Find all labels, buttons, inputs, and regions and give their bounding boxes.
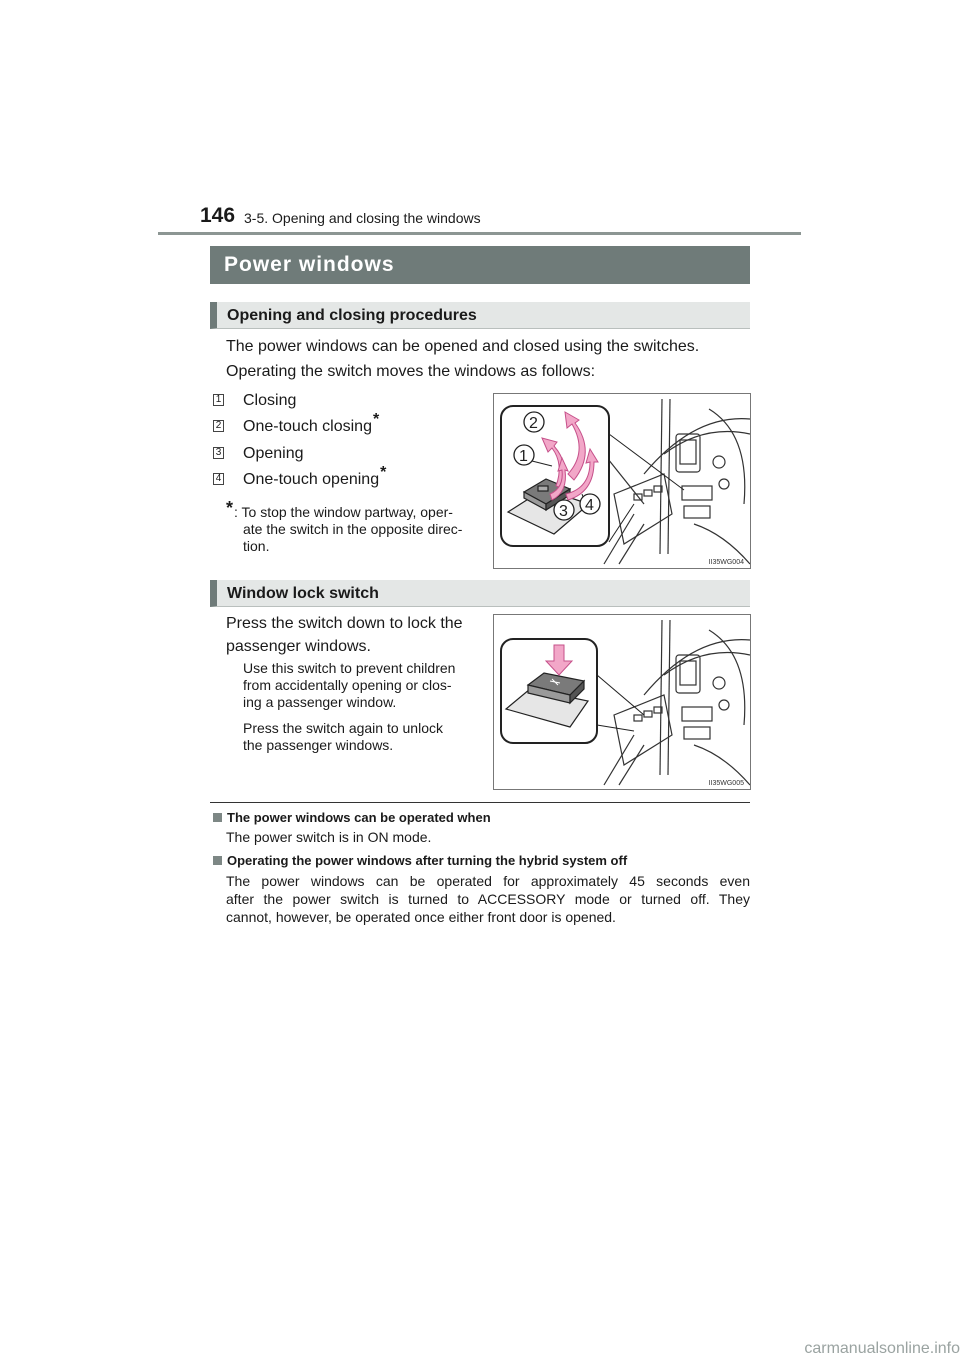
header-rule (158, 232, 801, 235)
window-switch-figure (493, 393, 751, 569)
list-number-badge: 1 (213, 394, 224, 406)
footnote-line-3: tion. (243, 538, 270, 554)
intro-text-2: Operating the switch moves the windows as follows: (226, 363, 596, 380)
callout-number: 2 (529, 415, 538, 432)
callout-number: 3 (559, 503, 568, 520)
list-item (243, 444, 304, 464)
intro-text-1: The power windows can be opened and closed using the switches. (226, 338, 700, 355)
section-heading-window-lock: Window lock switch (210, 580, 750, 607)
note-body-line: cannot, however, be operated once either front door is opened. (226, 909, 616, 925)
page-number: 146 (200, 204, 236, 227)
notes-divider (210, 802, 750, 803)
lock-sub2-line-2: the passenger windows. (243, 737, 394, 753)
list-number-badge: 2 (213, 420, 224, 432)
note-square-icon (213, 813, 222, 822)
lock-sub1-line-2: from accidentally opening or clos- (243, 677, 452, 693)
note-body-line: The power switch is in ON mode. (226, 829, 432, 845)
callout-number: 1 (519, 448, 528, 465)
list-item-label: One-touch opening (243, 471, 380, 488)
footnote-line-1: : To stop the window partway, oper- (234, 504, 453, 520)
list-item-label: Closing (243, 392, 297, 409)
list-item (243, 391, 296, 411)
watermark: carmanualsonline.info (804, 1340, 960, 1357)
note-body-line: The power windows can be operated for approximately 45 seconds even (226, 873, 750, 889)
window-switch-illustration (494, 394, 750, 568)
footnote-line-2: ate the switch in the opposite direc- (243, 521, 463, 537)
note-heading (213, 810, 491, 825)
note-heading-text: Operating the power windows after turning the hybrid system off (227, 853, 628, 868)
footnote-mark: * (226, 498, 234, 518)
section-breadcrumb: 3-5. Opening and closing the windows (244, 210, 481, 226)
lock-sub1-line-1: Use this switch to prevent children (243, 660, 456, 676)
page-title: Power windows (210, 246, 750, 284)
note-body-line: after the power switch is turned to ACCESSORY mode or turned off. They (226, 891, 750, 907)
list-number-badge: 4 (213, 473, 224, 485)
footnote-star: * (380, 464, 387, 481)
section-heading-opening-closing: Opening and closing procedures (210, 302, 750, 329)
list-item-label: Opening (243, 445, 304, 462)
footnote-star: * (372, 411, 380, 428)
callout-number: 4 (585, 497, 594, 514)
note-heading-text: The power windows can be operated when (227, 810, 491, 825)
figure-code: II35WG005 (708, 780, 744, 787)
note-square-icon (213, 856, 222, 865)
lock-sub2-line-1: Press the switch again to unlock (243, 720, 443, 736)
lock-text-line-2: passenger windows. (226, 638, 371, 655)
note-heading (213, 853, 627, 868)
list-item (243, 411, 380, 437)
list-number-badge: 3 (213, 447, 224, 459)
figure-code: II35WG004 (708, 559, 744, 566)
lock-text-line-1: Press the switch down to lock the (226, 615, 463, 632)
list-item (243, 464, 387, 490)
window-lock-illustration (494, 615, 750, 789)
lock-sub1-line-3: ing a passenger window. (243, 694, 397, 710)
list-item-label: One-touch closing (243, 418, 372, 435)
window-lock-figure (493, 614, 751, 790)
